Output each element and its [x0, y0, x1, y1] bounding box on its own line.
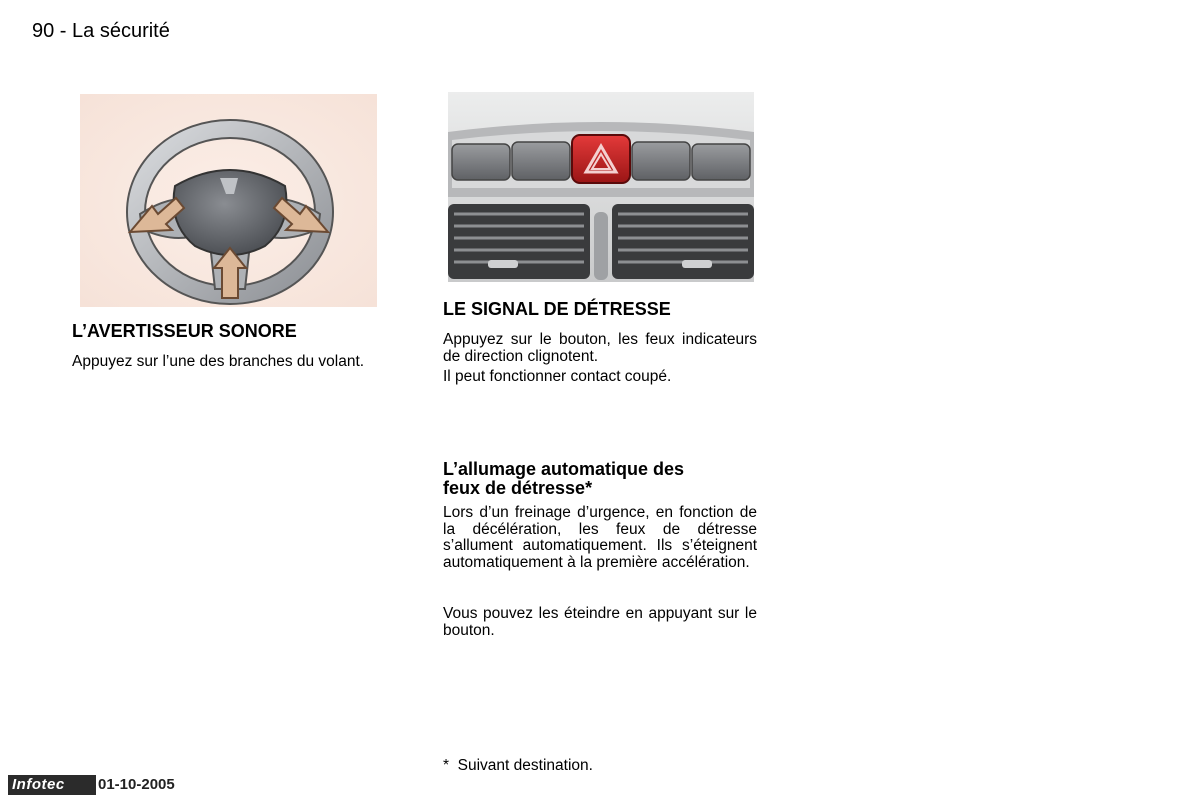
footer-date: 01-10-2005 [98, 776, 175, 793]
hazard-text-1: Appuyez sur le bouton, les feux indicateurs de direction clignotent. [443, 331, 757, 365]
auto-hazard-heading-line2: feux de détresse* [443, 478, 593, 498]
auto-hazard-text-2: Vous pouvez les éteindre en appuyant sur le bouton. [443, 605, 757, 639]
auto-hazard-heading [443, 460, 684, 498]
footnote: * Suivant destination. [443, 757, 593, 774]
auto-hazard-heading-line1: L’allumage automatique des [443, 459, 685, 479]
steering-wheel-figure [80, 94, 377, 307]
horn-heading: L’AVERTISSEUR SONORE [72, 321, 297, 341]
steering-wheel-illustration [80, 94, 377, 307]
infotec-logo: Infotec [8, 775, 96, 795]
hazard-switch-figure [448, 92, 754, 282]
auto-hazard-text-1: Lors d’un freinage d’urgence, en fonction de la décélération, les feux de détresse s’allument automatiquement. Ils s’éteignent automatiquement à la première accélération. [443, 504, 757, 571]
horn-text: Appuyez sur l’une des branches du volant. [72, 353, 365, 370]
page-title: 90 - La sécurité [32, 20, 170, 42]
hazard-text-2: Il peut fonctionner contact coupé. [443, 368, 672, 385]
dashboard-illustration [448, 92, 754, 282]
hazard-heading: LE SIGNAL DE DÉTRESSE [443, 299, 671, 319]
